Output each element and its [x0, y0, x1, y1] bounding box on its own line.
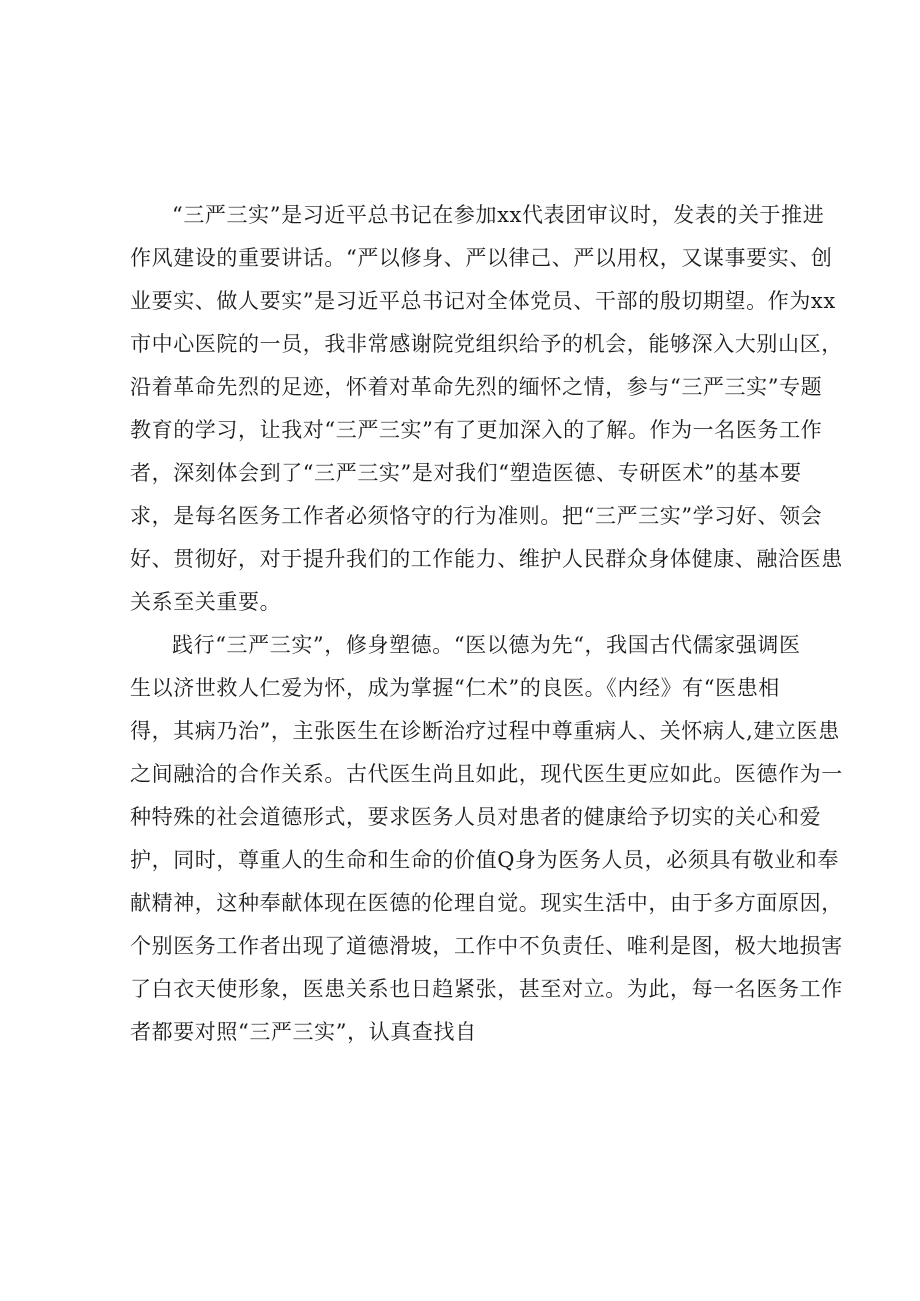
text-line: 护，同时，尊重人的生命和生命的价值Q身为医务人员，必须具有敬业和奉 [130, 848, 840, 872]
text-line: 业要实、做人要实”是习近平总书记对全体党员、干部的殷切期望。作为xx [130, 289, 836, 313]
text-line: 生以济世救人仁爱为怀，成为掌握“仁术”的良医。《内经》有“医患相 [130, 676, 780, 700]
text-line: 市中心医院的一员，我非常感谢院党组织给予的机会，能够深入大别山区， [130, 332, 843, 356]
text-line: “三严三实”是习近平总书记在参加xx代表团审议时，发表的关于推进 [172, 203, 825, 227]
text-line: 好、贯彻好，对于提升我们的工作能力、维护人民群众身体健康、融洽医患 [130, 547, 843, 571]
text-line: 沿着革命先烈的足迹，怀着对革命先烈的缅怀之情，参与“三严三实”专题 [130, 375, 823, 399]
text-line: 之间融洽的合作关系。古代医生尚且如此，现代医生更应如此。医德作为一 [130, 762, 843, 786]
text-line: 个别医务工作者出现了道德滑坡，工作中不负责任、唯利是图，极大地损害 [130, 934, 843, 958]
text-line: 者都要对照“三严三实”，认真查找自 [130, 1020, 477, 1044]
text-line: 种特殊的社会道德形式，要求医务人员对患者的健康给予切实的关心和爱 [130, 805, 822, 829]
text-line: 关系至关重要。 [130, 590, 282, 614]
text-line: 得，其病乃治”，主张医生在诊断治疗过程中尊重病人、关怀病人,建立医患 [130, 719, 840, 743]
text-line: 献精神，这种奉献体现在医德的伦理自觉。现实生活中，由于多方面原因， [130, 891, 843, 915]
text-line: 求，是每名医务工作者必须恪守的行为准则。把“三严三实”学习好、领会 [130, 504, 823, 528]
text-line: 作风建设的重要讲话。“严以修身、严以律己、严以用权，又谋事要实、创 [130, 246, 833, 270]
text-line: 者，深刻体会到了“三严三实”是对我们“塑造医德、专研医术”的基本要 [130, 461, 802, 485]
text-line: 了白衣天使形象，医患关系也日趋紧张，甚至对立。为此，每一名医务工作 [130, 977, 843, 1001]
text-line: 教育的学习，让我对“三严三实”有了更加深入的了解。作为一名医务工作 [130, 418, 823, 442]
text-line: 践行“三严三实”，修身塑德。“医以德为先“，我国古代儒家强调医 [172, 633, 801, 657]
